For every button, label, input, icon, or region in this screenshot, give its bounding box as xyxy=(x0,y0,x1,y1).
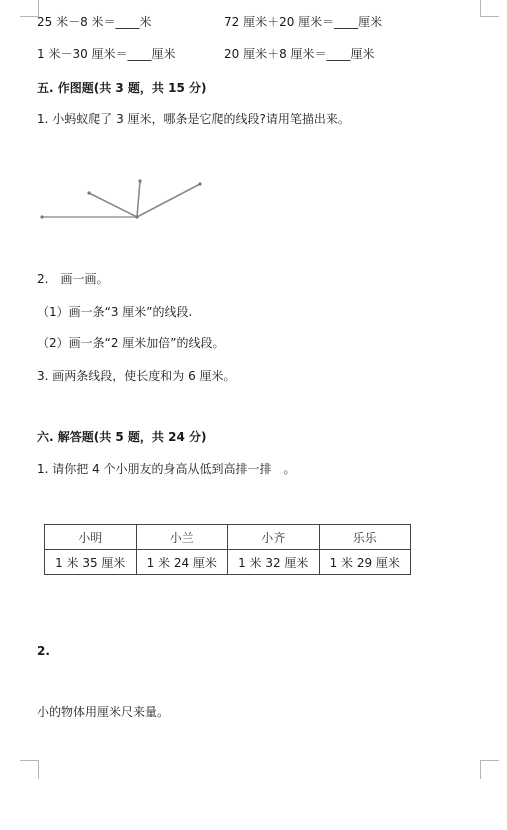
heights-table-cell: 1 米 29 厘米 xyxy=(319,550,411,575)
segment-endpoint xyxy=(198,182,201,185)
segment-short-left xyxy=(89,193,137,217)
section-5-heading: 五. 作图题(共 3 题，共 15 分) xyxy=(37,81,207,95)
segment-vertex xyxy=(135,215,138,218)
heights-table-cell: 1 米 24 厘米 xyxy=(136,550,228,575)
calc-question-4: 20 厘米＋8 厘米＝____厘米 xyxy=(224,47,375,61)
crop-mark-bottom-left xyxy=(20,760,39,779)
crop-mark-top-right xyxy=(480,0,499,17)
segment-vertical xyxy=(137,181,140,217)
section-5-question-2: 2. 画一画。 xyxy=(37,272,109,286)
calc-question-2: 72 厘米＋20 厘米＝____厘米 xyxy=(224,15,383,29)
calc-question-1: 25 米－8 米＝____米 xyxy=(37,15,152,29)
heights-table-row xyxy=(45,550,411,575)
section-5-question-1: 1. 小蚂蚁爬了 3 厘米，哪条是它爬的线段?请用笔描出来。 xyxy=(37,112,350,126)
section-6-question-2-text: 小的物体用厘米尺来量。 xyxy=(37,705,170,719)
section-5-question-2b: （2）画一条“2 厘米加倍”的线段。 xyxy=(37,336,225,350)
heights-table-header: 小明 xyxy=(45,525,137,550)
segment-endpoint xyxy=(138,179,141,182)
section-6-question-1: 1. 请你把 4 个小朋友的身高从低到高排一排 。 xyxy=(37,462,296,476)
heights-table xyxy=(44,524,411,575)
ant-segments-figure xyxy=(38,172,208,224)
calc-question-3: 1 米－30 厘米＝____厘米 xyxy=(37,47,176,61)
crop-mark-bottom-right xyxy=(480,760,499,779)
section-6-heading: 六. 解答题(共 5 题，共 24 分) xyxy=(37,430,207,444)
section-5-question-2a: （1）画一条“3 厘米”的线段. xyxy=(37,305,193,319)
heights-table-header: 小兰 xyxy=(136,525,228,550)
heights-table-header-row xyxy=(45,525,411,550)
section-6-question-2: 2. xyxy=(37,644,50,658)
section-5-question-3: 3. 画两条线段，使长度和为 6 厘米。 xyxy=(37,369,236,383)
heights-table-header: 小齐 xyxy=(228,525,320,550)
heights-table-cell: 1 米 35 厘米 xyxy=(45,550,137,575)
segment-long-right xyxy=(137,184,200,217)
heights-table-header: 乐乐 xyxy=(319,525,411,550)
heights-table-cell: 1 米 32 厘米 xyxy=(228,550,320,575)
segment-endpoint xyxy=(40,215,43,218)
segment-endpoint xyxy=(87,191,90,194)
